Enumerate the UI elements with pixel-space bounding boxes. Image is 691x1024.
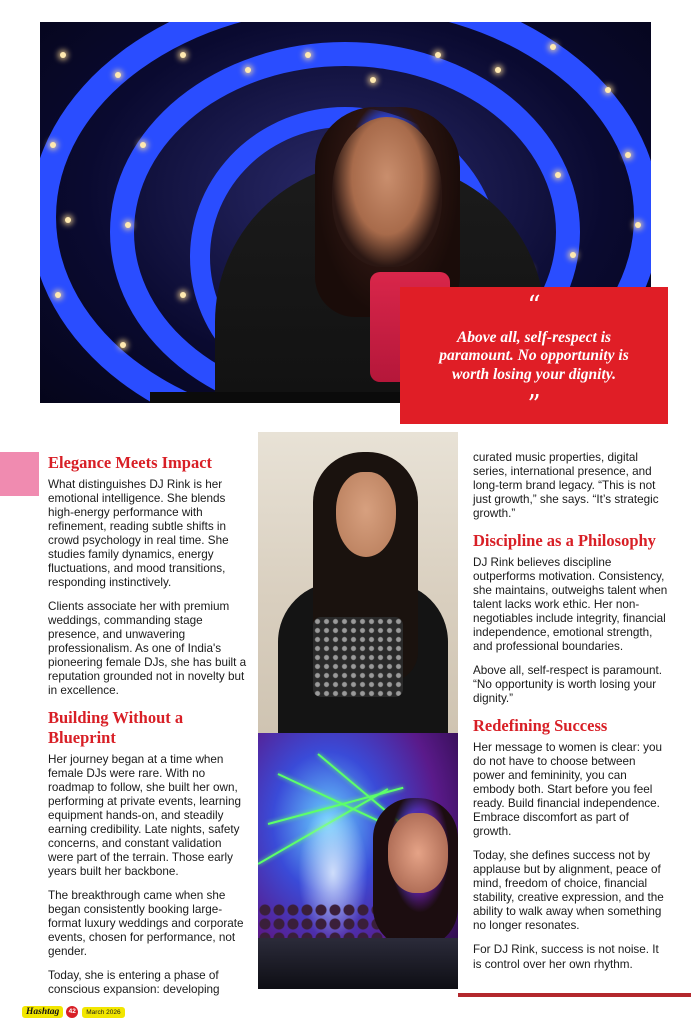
heading-success: Redefining Success (473, 716, 608, 736)
paragraph: DJ Rink believes discipline outperforms motivation. Consistency, she maintains, outweighs talent when talent lacks work ethic. Her non-negotiables include integrity, financial independence, emotional strength, and professional boundaries. (473, 555, 668, 654)
paragraph: Today, she is entering a phase of conscious expansion: developing (48, 969, 220, 997)
page-footer (22, 1005, 125, 1019)
paragraph: Above all, self-respect is paramount. “No opportunity is worth losing your dignity.” (473, 664, 663, 706)
club-performance-photo (258, 733, 458, 989)
paragraph: Today, she defines success not by applause but by alignment, peace of mind, freedom of choice, financial stability, creative expression, and the ability to walk away when something no longer resonates. (473, 849, 664, 933)
heading-elegance: Elegance Meets Impact (48, 453, 213, 472)
left-column (48, 453, 250, 1007)
heading-building: Building Without a Blueprint (48, 708, 184, 748)
page-number: 42 (66, 1006, 78, 1018)
footer-rule (458, 993, 691, 997)
paragraph: Clients associate her with premium weddings, commanding stage presence, and unwavering professionalism. As one of India's pioneering female DJs, she has built a reputation grounded not in novelty but in excellence. (48, 600, 247, 698)
paragraph: For DJ Rink, success is not noise. It is control over her own rhythm. (473, 943, 659, 971)
open-quote-icon: “ (527, 291, 541, 321)
portrait-photo (258, 432, 458, 733)
dj-face (332, 117, 442, 267)
section-accent-tab (0, 452, 39, 496)
issue-date: March 2026 (82, 1007, 124, 1018)
close-quote-icon: ” (527, 390, 541, 420)
pull-quote-text: Above all, self-respect is paramount. No opportunity is worth losing your dignity. (439, 329, 629, 383)
paragraph: The breakthrough came when she began consistently booking large-format luxury weddings and corporate events, chosen for performance, not gender. (48, 889, 244, 959)
paragraph: Her message to women is clear: you do not have to choose between power and femininity, you can embody both. Start before you feel ready. Build financial independence. Embrace discomfort as part of growth. (473, 741, 663, 839)
paragraph: Her journey began at a time when female DJs were rare. With no roadmap to follow, she built her own, performing at private events, learning equipment hands-on, and steadily earning credibility. Late nights, safety concerns, and constant validation were part of the terrain. Those early years built her backbone. (48, 752, 241, 879)
right-column (473, 451, 668, 982)
pull-quote (400, 287, 668, 424)
magazine-logo: Hashtag (22, 1006, 63, 1018)
heading-discipline: Discipline as a Philosophy (473, 531, 656, 551)
paragraph: curated music properties, digital series, international presence, and long-term brand legacy. “This is not just growth,” she says. “It’s strategic growth.” (473, 451, 659, 521)
paragraph: What distinguishes DJ Rink is her emotional intelligence. She blends high-energy performance with refinement, reading subtle shifts in crowd psychology in real time. She studies family dynamics, energy fluctuations, and mood transitions, responding instinctively. (48, 477, 229, 590)
